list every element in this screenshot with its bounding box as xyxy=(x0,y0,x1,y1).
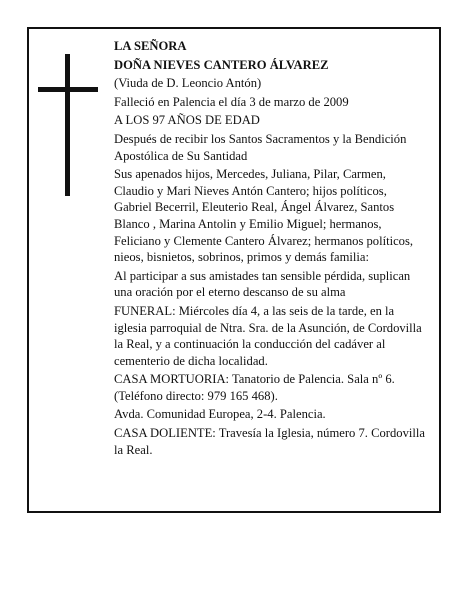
age-line: A LOS 97 AÑOS DE EDAD xyxy=(114,113,260,128)
address-line: Avda. Comunidad Europea, 2-4. Palencia. xyxy=(114,407,326,422)
cross-icon xyxy=(38,54,98,196)
family-paragraph: Sus apenados hijos, Mercedes, Juliana, Pilar, Carmen, Claudio y Mari Nieves Antón Cantero; hijos políticos, Gabriel Becerril, Eleuterio Real, Ángel Álvarez, Santos Blanco , Marina Antolin y Emilio Miguel; hermanos, Feliciano y Clemente Cantero Álvarez; hermanos políticos, nieos, bisnietos, sobrinos, primos y demás familia: xyxy=(114,167,414,265)
cross-horizontal-bar xyxy=(38,87,98,92)
notice-title: LA SEÑORA xyxy=(114,39,187,53)
widow-of-line: (Viuda de D. Leoncio Antón) xyxy=(114,76,262,91)
obituary-text xyxy=(114,38,426,460)
sacraments-paragraph: Después de recibir los Santos Sacramentos y la Bendición Apostólica de Su Santidad xyxy=(114,131,407,163)
cross-vertical-bar xyxy=(65,54,70,196)
death-line: Falleció en Palencia el día 3 de marzo de 2009 xyxy=(114,94,349,109)
prayer-request-paragraph: Al participar a sus amistades tan sensible pérdida, suplican una oración por el eterno descanso de su alma xyxy=(114,268,411,300)
funeral-paragraph: FUNERAL: Miércoles día 4, a las seis de la tarde, en la iglesia parroquial de Ntra. Sra. de la Asunción, de Cordovilla la Real, y a continuación la conducción del cadáver al cementerio de dicha localidad. xyxy=(114,303,422,368)
mortuary-paragraph: CASA MORTUORIA: Tanatorio de Palencia. Sala nº 6. (Teléfono directo: 979 165 468). xyxy=(114,372,395,403)
mourning-house-paragraph: CASA DOLIENTE: Travesía la Iglesia, número 7. Cordovilla la Real. xyxy=(114,426,425,457)
deceased-name: DOÑA NIEVES CANTERO ÁLVAREZ xyxy=(114,57,329,72)
